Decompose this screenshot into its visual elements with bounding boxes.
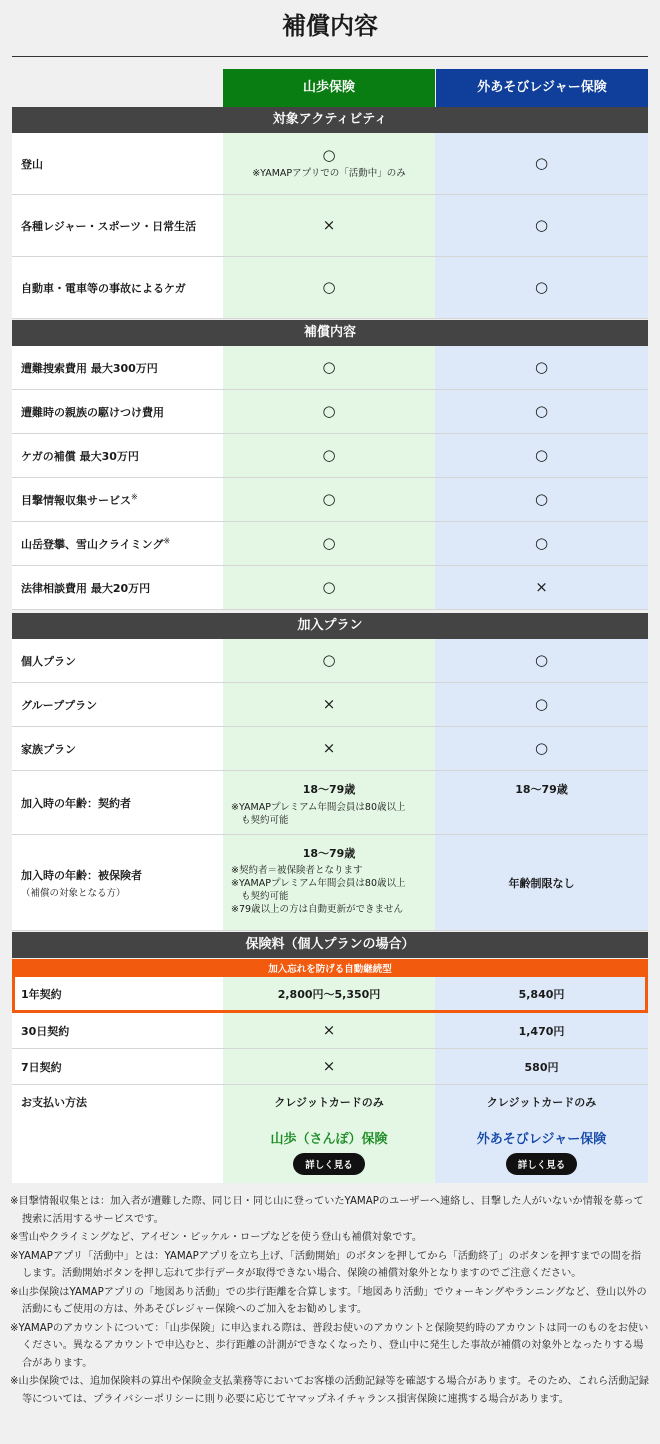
cell-note: ※79歳以上の方は自動更新ができません bbox=[231, 904, 404, 915]
row-label: グループプラン bbox=[12, 683, 223, 726]
table-row bbox=[12, 1013, 648, 1049]
row-label: お支払い方法 bbox=[12, 1085, 223, 1119]
table-row bbox=[12, 195, 648, 257]
row-label: ケガの補償 最大30万円 bbox=[12, 434, 223, 477]
cell-value: 2,800円〜5,350円 bbox=[277, 987, 381, 1001]
table-row bbox=[12, 257, 648, 319]
page-title: 補償内容 bbox=[282, 12, 378, 40]
cell-value: 5,840円 bbox=[518, 987, 565, 1001]
cell-plan1 bbox=[223, 566, 435, 609]
row-label-text: 山岳登攀、雪山クライミング bbox=[21, 537, 164, 551]
footnotes bbox=[10, 1193, 650, 1409]
circle-mark: ○ bbox=[534, 402, 549, 420]
table-row bbox=[12, 346, 648, 390]
table-row bbox=[12, 434, 648, 478]
footnote: ※目撃情報収集とは：加入者が遭難した際、同じ日・同じ山に登っていたYAMAPのユーザーへ連絡し、目撃した人がいないか情報を募って捜索に活用するサービスです。 bbox=[10, 1196, 644, 1225]
circle-mark: ○ bbox=[534, 534, 549, 552]
row-label: 各種レジャー・スポーツ・日常生活 bbox=[12, 195, 223, 256]
row-label-empty bbox=[12, 1119, 223, 1183]
table-row bbox=[12, 1085, 648, 1119]
table-row bbox=[12, 390, 648, 434]
table-row bbox=[12, 566, 648, 610]
cell-plan2 bbox=[435, 771, 648, 834]
cell-plan1 bbox=[223, 133, 435, 194]
section-coverage: 補償内容 bbox=[12, 320, 648, 346]
cross-mark: × bbox=[322, 1021, 336, 1039]
cell-note: ※YAMAPアプリでの「活動中」のみ bbox=[252, 167, 406, 179]
table-row bbox=[12, 727, 648, 771]
cell-plan2 bbox=[435, 133, 648, 194]
table-row bbox=[12, 522, 648, 566]
row-label bbox=[12, 522, 223, 565]
cell-note: も契約可能 bbox=[241, 815, 289, 826]
cell-plan1 bbox=[223, 639, 435, 682]
circle-mark: ○ bbox=[534, 216, 549, 234]
cell-plan2 bbox=[435, 522, 648, 565]
cell-plan1 bbox=[223, 522, 435, 565]
cell-plan1 bbox=[223, 727, 435, 770]
footnote: ※雪山やクライミングなど、アイゼン・ピッケル・ロープなどを使う登山も補償対象です。 bbox=[10, 1232, 423, 1243]
cell-value: 18〜79歳 bbox=[302, 783, 356, 796]
cell-plan1 bbox=[223, 390, 435, 433]
cell-plan2 bbox=[435, 1013, 648, 1048]
cell-plan2 bbox=[435, 390, 648, 433]
cell-plan2 bbox=[435, 257, 648, 318]
cell-plan1 bbox=[223, 478, 435, 521]
cell-plan1 bbox=[223, 1049, 435, 1084]
cross-mark: × bbox=[322, 695, 336, 713]
sanpo-brand-link[interactable]: 山歩（さんぽ）保険 bbox=[270, 1131, 388, 1147]
cell-plan2 bbox=[435, 835, 648, 930]
circle-mark: ○ bbox=[534, 446, 549, 464]
cell-plan1 bbox=[223, 835, 435, 930]
cell-value: 580円 bbox=[524, 1060, 559, 1074]
row-label: 遭難捜索費用 最大300万円 bbox=[12, 346, 223, 389]
cell-plan2 bbox=[435, 683, 648, 726]
auto-renew-highlight bbox=[12, 959, 648, 1013]
row-label: 個人プラン bbox=[12, 639, 223, 682]
row-label-text: 目撃情報収集サービス bbox=[21, 493, 131, 507]
table-row bbox=[12, 835, 648, 931]
footnote-mark: ※ bbox=[131, 491, 138, 501]
cell-plan1 bbox=[223, 257, 435, 318]
row-label: 法律相談費用 最大20万円 bbox=[12, 566, 223, 609]
section-activities: 対象アクティビティ bbox=[12, 107, 648, 133]
footnote: ※YAMAPのアカウントについて：「山歩保険」に申込まれる際は、普段お使いのアカウントと保険契約時のアカウントは同一のものをお使いください。異なるアカウントで申込むと、歩行距離の計測ができなくなったり、登山中に発生した事故が補償の対象外となったりする場合があります。 bbox=[10, 1322, 649, 1369]
sanpo-detail-button[interactable]: 詳しく見る bbox=[293, 1153, 365, 1175]
cell-plan2 bbox=[435, 434, 648, 477]
footnote: ※山歩保険では、追加保険料の算出や保険金支払業務等においてお客様の活動記録等を確認する場合があります。そのため、これら活動記録等については、プライバシーポリシーに則り必要に応じてヤマップネイチャランス損害保険に連携する場合があります。 bbox=[10, 1376, 649, 1405]
cell-plan1 bbox=[223, 346, 435, 389]
cell-plan2 bbox=[435, 727, 648, 770]
leisure-detail-button[interactable]: 詳しく見る bbox=[506, 1153, 578, 1175]
row-label: 加入時の年齢：契約者 bbox=[12, 771, 223, 834]
auto-renew-banner: 加入忘れを防げる自動継続型 bbox=[15, 962, 645, 977]
circle-mark: ○ bbox=[322, 278, 336, 296]
table-row bbox=[12, 478, 648, 522]
section-premium: 保険料（個人プランの場合） bbox=[12, 932, 648, 958]
circle-mark: ○ bbox=[534, 651, 549, 669]
cell-plan1 bbox=[223, 1085, 435, 1119]
cross-mark: × bbox=[322, 739, 336, 757]
cell-value: クレジットカードのみ bbox=[274, 1096, 384, 1109]
cell-value: 18〜79歳 bbox=[515, 783, 568, 796]
circle-mark: ○ bbox=[534, 154, 549, 172]
cell-value: 18〜79歳 bbox=[302, 847, 356, 860]
row-label: 30日契約 bbox=[12, 1013, 223, 1048]
cross-mark: × bbox=[322, 216, 336, 234]
table-row bbox=[12, 683, 648, 727]
circle-mark: ○ bbox=[534, 695, 549, 713]
circle-mark: ○ bbox=[322, 651, 336, 669]
footnote: ※山歩保険はYAMAPアプリの「地図あり活動」での歩行距離を合算します。「地図あり活動」でウォーキングやランニングなど、登山以外の活動にもご使用の方は、外あそびレジャー保険へのご加入をお勧めします。 bbox=[10, 1286, 647, 1315]
circle-mark: ○ bbox=[322, 490, 336, 508]
leisure-brand-link[interactable]: 外あそびレジャー保険 bbox=[476, 1131, 607, 1147]
cell-plan2 bbox=[435, 566, 648, 609]
table-row bbox=[12, 133, 648, 195]
cell-plan2 bbox=[435, 478, 648, 521]
cell-plan2 bbox=[435, 1049, 648, 1084]
header-leisure-hoken: 外あそびレジャー保険 bbox=[436, 69, 648, 107]
cell-plan2 bbox=[435, 195, 648, 256]
cell-plan1 bbox=[223, 771, 435, 834]
row-label: 遭難時の親族の駆けつけ費用 bbox=[12, 390, 223, 433]
table-row bbox=[12, 639, 648, 683]
circle-mark: ○ bbox=[534, 739, 549, 757]
row-label: 自動車・電車等の事故によるケガ bbox=[12, 257, 223, 318]
cell-note: ※YAMAPプレミアム年間会員は80歳以上 bbox=[231, 802, 406, 813]
footnote-mark: ※ bbox=[163, 535, 171, 545]
cell-plan1 bbox=[223, 683, 435, 726]
cell-plan1 bbox=[223, 1119, 435, 1183]
circle-mark: ○ bbox=[534, 278, 549, 296]
table-row bbox=[12, 1119, 648, 1183]
cell-plan1 bbox=[223, 1013, 435, 1048]
cell-value: 年齢制限なし bbox=[508, 876, 575, 890]
circle-mark: ○ bbox=[322, 358, 336, 376]
circle-mark: ○ bbox=[322, 446, 336, 464]
circle-mark: ○ bbox=[322, 402, 336, 420]
row-sublabel: （補償の対象となる方） bbox=[21, 887, 126, 899]
title-divider bbox=[12, 56, 648, 57]
cell-notes bbox=[223, 801, 406, 827]
cell-notes bbox=[223, 864, 406, 916]
cell-note: ※YAMAPプレミアム年間会員は80歳以上 bbox=[231, 878, 406, 889]
header-blank bbox=[12, 69, 223, 107]
footnote: ※YAMAPアプリ「活動中」とは：YAMAPアプリを立ち上げ、「活動開始」のボタンを押してから「活動終了」のボタンを押すまでの間を指します。活動開始ボタンを押し忘れて歩行データが取得できない場合、保険の補償対象外となりますのでご注意ください。 bbox=[10, 1250, 642, 1279]
circle-mark: ○ bbox=[534, 358, 549, 376]
circle-mark: ○ bbox=[322, 534, 336, 552]
cell-plan1 bbox=[223, 434, 435, 477]
cell-plan2 bbox=[435, 639, 648, 682]
circle-mark: ○ bbox=[322, 578, 336, 596]
section-plans: 加入プラン bbox=[12, 613, 648, 639]
cell-note: も契約可能 bbox=[241, 891, 289, 902]
circle-mark: ○ bbox=[322, 145, 336, 164]
table-row bbox=[12, 1049, 648, 1085]
header-sanpo-hoken: 山歩保険 bbox=[223, 69, 435, 107]
row-label bbox=[12, 835, 223, 930]
row-label bbox=[12, 478, 223, 521]
row-label-text: 加入時の年齢：被保険者 bbox=[21, 868, 142, 882]
cross-mark: × bbox=[322, 1057, 336, 1075]
cell-value: 1,470円 bbox=[518, 1024, 565, 1038]
table-row bbox=[12, 771, 648, 835]
cell-plan2 bbox=[435, 1085, 648, 1119]
cell-plan1 bbox=[223, 195, 435, 256]
cell-note: ※契約者＝被保険者となります bbox=[231, 865, 363, 876]
row-label: 家族プラン bbox=[12, 727, 223, 770]
row-label: 1年契約 bbox=[12, 974, 223, 1013]
cross-mark: × bbox=[535, 578, 548, 596]
cell-plan2 bbox=[435, 1119, 648, 1183]
cell-value: クレジットカードのみ bbox=[486, 1096, 597, 1109]
row-label: 登山 bbox=[12, 133, 223, 194]
circle-mark: ○ bbox=[534, 490, 549, 508]
cell-plan2 bbox=[435, 346, 648, 389]
row-label: 7日契約 bbox=[12, 1049, 223, 1084]
